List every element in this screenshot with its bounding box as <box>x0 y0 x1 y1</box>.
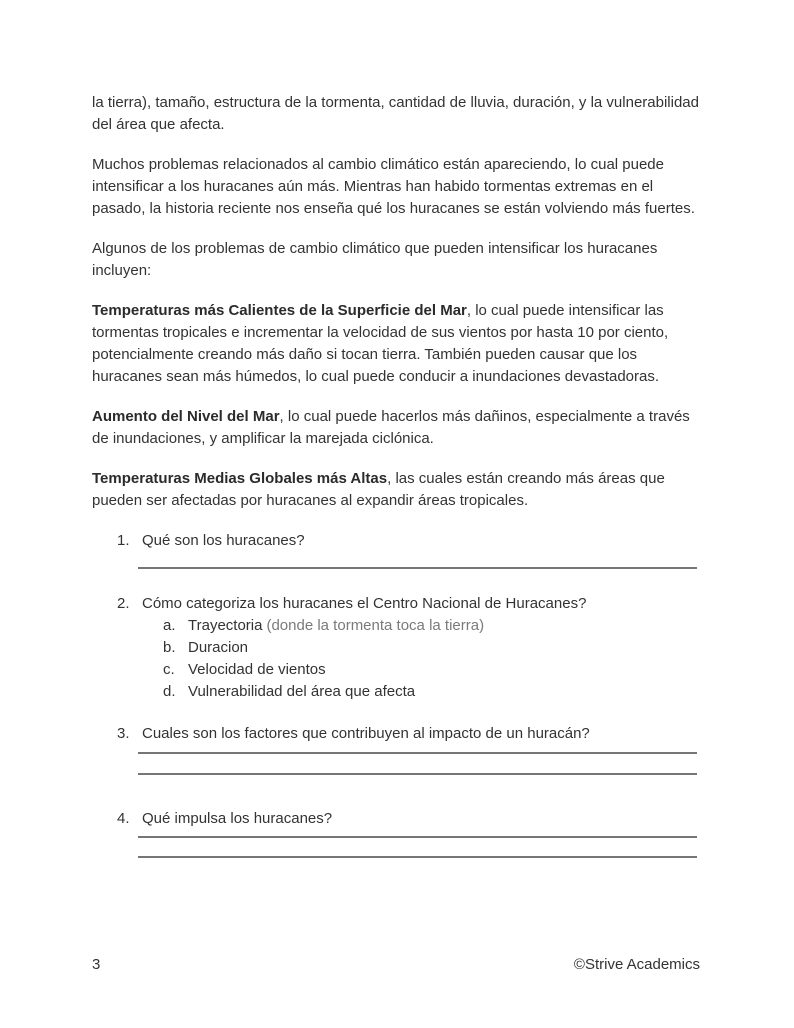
question-text: Cuales son los factores que contribuyen al impacto de un huracán? <box>142 725 590 742</box>
page-footer <box>92 954 700 976</box>
body-paragraph: Muchos problemas relacionados al cambio climático están apareciendo, lo cual puede intensificar a los huracanes aún más. Mientras han habido tormentas extremas en el pasado, la historia reciente nos enseña qué los huracanes se están volviendo más fuertes. <box>92 156 695 217</box>
page-number: 3 <box>92 956 101 973</box>
question-item-1 <box>117 530 710 552</box>
body-paragraph <box>92 300 710 388</box>
choice-text: Trayectoria <box>188 617 263 634</box>
question-item-4 <box>117 808 710 830</box>
paragraph-text: , las cuales están creando más áreas que pueden ser afectadas por huracanes al expandir áreas tropicales. <box>92 470 665 509</box>
answer-blank-line <box>138 830 697 838</box>
choice-text: Vulnerabilidad del área que afecta <box>188 683 416 700</box>
question-item-2 <box>117 593 710 615</box>
questions-section <box>92 530 710 858</box>
question-number: 1. <box>117 532 130 549</box>
body-paragraph: la tierra), tamaño, estructura de la tormenta, cantidad de lluvia, duración, y la vulnerabilidad del área que afecta. <box>92 94 699 133</box>
body-paragraph <box>92 406 710 450</box>
choice-letter: d. <box>163 683 176 700</box>
question-item-3 <box>117 723 710 745</box>
choice-item-b <box>163 637 710 659</box>
choice-letter: b. <box>163 639 176 656</box>
body-paragraph <box>92 468 710 512</box>
paragraph-text: , lo cual puede hacerlos más dañinos, especialmente a través de inundaciones, y amplificar la marejada ciclónica. <box>92 408 690 447</box>
choice-text: Velocidad de vientos <box>188 661 326 678</box>
choice-item-d <box>163 681 710 703</box>
answer-blank-line <box>138 754 697 775</box>
choice-item-a <box>163 615 710 637</box>
body-paragraph: Algunos de los problemas de cambio climático que pueden intensificar los huracanes incluyen: <box>92 240 658 279</box>
answer-blank-line <box>138 838 697 858</box>
choice-letter: a. <box>163 617 176 634</box>
bold-lead-text: Aumento del Nivel del Mar <box>92 408 280 425</box>
question-text: Qué son los huracanes? <box>142 532 305 549</box>
choice-text: Duracion <box>188 639 249 656</box>
bold-lead-text: Temperaturas Medias Globales más Altas <box>92 470 388 487</box>
bold-lead-text: Temperaturas más Calientes de la Superficie del Mar <box>92 302 467 319</box>
choice-letter: c. <box>163 661 175 678</box>
question-number: 3. <box>117 725 130 742</box>
question-number: 4. <box>117 810 130 827</box>
question-number: 2. <box>117 595 130 612</box>
answer-blank-line <box>138 745 697 754</box>
question-text: Qué impulsa los huracanes? <box>142 810 333 827</box>
answer-blank-line <box>138 552 697 569</box>
paragraph-text: , lo cual puede intensificar las tormentas tropicales e incrementar la velocidad de sus vientos por hasta 10 por ciento, potencialmente creando más daño si tocan tierra. También pueden causar que los huracanes sean más húmedos, lo cual puede conducir a inundaciones devastadoras. <box>92 302 669 385</box>
document-content <box>92 92 710 858</box>
copyright-text: ©Strive Academics <box>573 956 700 973</box>
question-text: Cómo categoriza los huracanes el Centro Nacional de Huracanes? <box>142 595 587 612</box>
choice-note: (donde la tormenta toca la tierra) <box>266 617 485 634</box>
choice-item-c <box>163 659 710 681</box>
